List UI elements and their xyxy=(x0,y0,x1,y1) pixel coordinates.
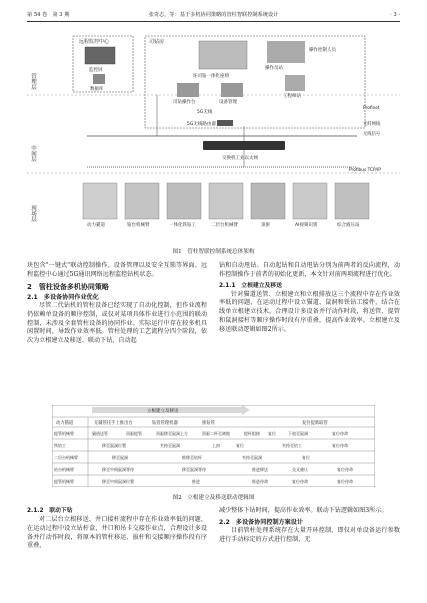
legend-profibus: Profibus TCP/IP xyxy=(349,168,381,173)
cell: 复位待命 xyxy=(292,479,308,484)
cell: 上扣 xyxy=(212,443,220,448)
legend-wireless: 无线信号 xyxy=(363,132,381,137)
device-label: AI视频识别 xyxy=(295,223,318,228)
device-label: 顶驱 xyxy=(261,223,270,228)
figure2-title: 立根建立及移送 xyxy=(147,409,179,414)
phase-label: 钻管管理机器 xyxy=(152,421,178,426)
cell: 复位待命 xyxy=(337,479,353,484)
figure1-caption: 图1 管柱智联控制系统总体架构 xyxy=(172,249,255,255)
paragraph: 目前管柱处理系统存在大量开环控制，即仅对单设备运行参数进行手动标定的方式进行控制，无 xyxy=(219,527,400,544)
cell: 复位待命 xyxy=(337,467,353,472)
cell: 移至鼠洞等待 xyxy=(182,467,206,472)
cell: 顶驱移至鼠洞上方 xyxy=(156,431,188,436)
engineer-station-label: 工程师站 xyxy=(283,94,301,99)
figure2-caption: 图2 立根建立及移送联动逻辑图 xyxy=(172,495,255,501)
header-rule xyxy=(27,21,400,22)
driller-console-image xyxy=(177,83,199,97)
cell: 交叉避让 xyxy=(292,467,308,472)
phase-label: 推钻管 xyxy=(202,421,215,426)
phase-label: 动力猫道 xyxy=(56,421,74,426)
right-column-lower xyxy=(219,507,400,545)
header-volume: 第 54 卷 第 3 期 xyxy=(27,12,70,18)
layer-label-middle: 中间层 xyxy=(30,145,36,162)
running-header xyxy=(27,10,400,19)
device-label: 综合液压站 xyxy=(337,223,360,228)
cell: 顶驱提管 xyxy=(126,431,142,436)
monitor-screen-icon xyxy=(85,47,115,64)
cell: 推进待命 xyxy=(252,479,268,484)
engineer-station-image xyxy=(285,75,305,91)
router-label: 5G无线路由器 xyxy=(187,122,216,127)
device-label: 动力猫道 xyxy=(87,223,105,228)
cell: 推进 xyxy=(192,479,200,484)
cell: 夹持至鼠洞 xyxy=(160,443,180,448)
header-page-number: · 3 · xyxy=(390,11,400,18)
switch-icon xyxy=(203,141,285,150)
equipment-mgmt-label: 设备管理 xyxy=(219,100,237,105)
cell: 顶驱二杯至离地 xyxy=(202,431,230,436)
device-image-catwalk xyxy=(83,183,117,219)
cell: 猫道送管 xyxy=(92,431,108,436)
database-label: 数据库 xyxy=(90,87,104,92)
remote-center-label: 远程监控中心 xyxy=(79,39,110,45)
section-heading-2-1-2: 2.1.2 联动下钻 xyxy=(27,508,73,514)
legend-profinet: Profinet xyxy=(363,106,380,111)
monitor-screen-label: 监控屏 xyxy=(89,68,103,73)
ring-console-label: 环司钻一体化座椅 xyxy=(193,74,229,79)
paragraph: 尽管二代钻机的管柱设备已经实现了自动化控制，但作业流程仍依赖单设备的顺序控制，或仅对某项具体作业进行小范围的联动控制，未涉及全套管柱设备的协同作业。实际运行中存在较多机具闲置时间，导致作业效率低。管柱处理的工艺流程分四个阶段，依次为立根建立及移送、联动下钻、自动起 xyxy=(27,302,207,345)
phase-label: 无辅管托手上推出台 xyxy=(94,421,133,426)
cell: 下放至鼠洞 xyxy=(288,431,308,436)
cell: 复位 xyxy=(236,443,244,448)
layer-label-field: 现场层 xyxy=(30,205,36,222)
device-image-top-drive xyxy=(251,183,285,219)
cell: 复位待命 xyxy=(332,443,348,448)
left-column-upper xyxy=(27,262,207,346)
legend-fiber: 光纤网线 xyxy=(363,122,381,127)
device-label: 钻台机械臂 xyxy=(127,223,150,228)
router-icon xyxy=(217,120,233,126)
ops-station-image xyxy=(267,41,305,63)
section-heading-2: 2 管柱设备多机协同策略 xyxy=(27,282,109,291)
paragraph: 块包含"一键式"联动控制操作、设备管理以及安全互锁等界面。远程监控中心通过5G通讯网络远程监控钻机状态。 xyxy=(27,262,207,278)
device-label: 一体化铁钻工 xyxy=(169,223,196,228)
paragraph: 对二层台立根移送、井口接杆流程中存在作业效率低的问题，在运动过程中设立钻杆盒、井口和吊卡交接作业点，合理设计多设备并行动作时段，将原本的管柱移运、拔杆和交接顺序操作段有序重叠， xyxy=(27,516,207,550)
wireless-label: 5G无线 xyxy=(197,110,213,115)
right-column-upper xyxy=(219,262,400,335)
paragraph: 钻和自动甩钻。自动起钻和自动甩钻分别为前两者的反向流程，动作控制操作于前者的初始化更新，本文针对前两项流程进行优化。 xyxy=(219,262,400,278)
device-image-ai-video xyxy=(293,183,327,219)
device-image-monkeyboard-arm xyxy=(209,183,243,219)
cell: 推进移送 xyxy=(252,467,268,472)
cell: 夹持至钻工 xyxy=(282,443,302,448)
cell: 移至鼠洞 xyxy=(112,455,128,460)
paragraph: 减少整体下钻时间，提高作业效率。联动下钻逻辑如图3所示。 xyxy=(219,507,388,514)
cell: 移至中间鼠洞位置 xyxy=(102,479,134,484)
cell: 移至中间鼠洞等待 xyxy=(102,467,134,472)
row-label: 二层台机械臂 xyxy=(54,455,78,460)
cell: 移至鼠洞位置 xyxy=(102,443,126,448)
database-icon xyxy=(93,74,105,84)
cell: 复位待命 xyxy=(332,431,348,436)
device-image-drill-arm xyxy=(125,183,159,219)
cell: 提杆组接 xyxy=(244,431,260,436)
row-label: 铁钻工 xyxy=(54,443,66,448)
section-heading-2-1: 2.1 多设备协同作业优化 xyxy=(27,293,99,301)
row-label: 提管机械臂 xyxy=(54,431,74,436)
ops-station-item-1: 操作员站 xyxy=(265,66,283,71)
device-image-hydraulic-station xyxy=(335,183,369,219)
cell: 复位 xyxy=(302,455,310,460)
device-label: 二层台机械臂 xyxy=(211,223,238,228)
cell: 复位 xyxy=(268,431,276,436)
row-label: 钻台机械臂 xyxy=(54,467,74,472)
layer-label-management: 管理层 xyxy=(30,73,36,90)
section-heading-2-2: 2.2 多设备协同控制方案设计 xyxy=(219,518,303,526)
figure2-logic-diagram xyxy=(52,405,375,487)
switch-label: 交换机工业以太网 xyxy=(222,156,258,161)
paragraph: 针对猫道送管、立根建立和立根排放这三个流程中存在作业效率低的问题，在运动过程中设立猫道、鼠洞和铁钻工接件，结合在线单立根建立技术，合理设计多设备并行动作时段，将送管、提管和鼠洞接杆等顺序操作时段有序重叠，提高作业效率。立根建立及移送联动逻辑如图2所示。 xyxy=(219,290,400,333)
cell: 夹持至鼠洞 xyxy=(242,455,262,460)
phase-label: 复位提新取管 xyxy=(302,421,328,426)
row-label: 提管机械臂 xyxy=(54,479,74,484)
ring-console-image xyxy=(199,41,247,69)
header-title: 张奇志，等：基于多机协同策略的管柱智联控制系统设计 xyxy=(148,12,279,18)
field-devices xyxy=(83,183,369,228)
device-image-iron-roughneck xyxy=(167,183,201,219)
equipment-mgmt-image xyxy=(221,83,243,97)
driller-console-label: 司钻操作台 xyxy=(173,100,196,105)
section-heading-2-1-1: 2.1.1 立根建立及移送 xyxy=(219,282,282,289)
ops-station-label: 操作控制人员 xyxy=(309,48,336,53)
driller-room-label: 司钻房 xyxy=(149,39,165,45)
figure1-architecture-diagram xyxy=(27,33,400,243)
cell: 推移至钻杆 xyxy=(182,455,202,460)
left-column-lower xyxy=(27,507,207,551)
